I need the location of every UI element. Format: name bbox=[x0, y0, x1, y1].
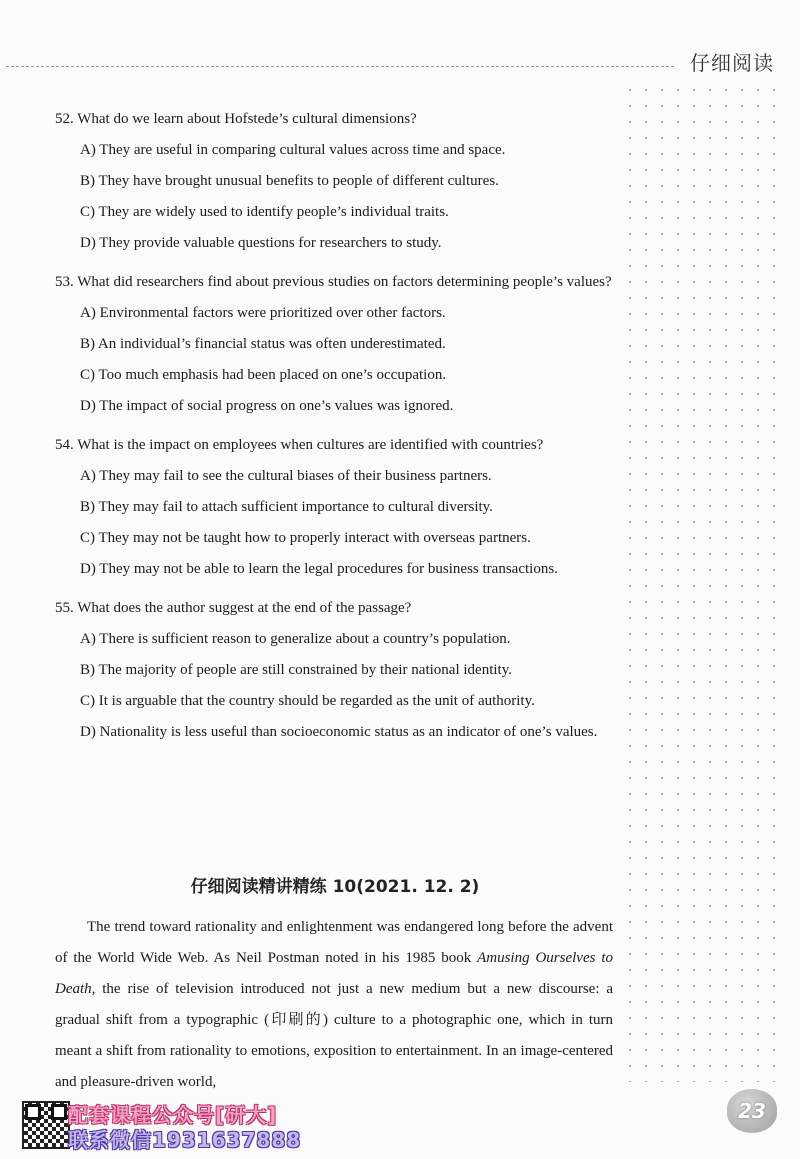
section-header-title: 仔细阅读 bbox=[690, 51, 774, 75]
option-c: C) They may not be taught how to properly interact with overseas partners. bbox=[80, 530, 531, 546]
option-c: C) Too much emphasis had been placed on one’s occupation. bbox=[80, 367, 447, 383]
question-53 bbox=[55, 267, 615, 422]
question-54 bbox=[55, 430, 615, 585]
passage-paragraph bbox=[55, 912, 613, 1098]
option-a: A) Environmental factors were prioritized over other factors. bbox=[80, 305, 446, 321]
reading-passage bbox=[55, 912, 613, 1098]
option-b: B) An individual’s financial status was often underestimated. bbox=[80, 336, 446, 352]
qr-code-image bbox=[22, 1101, 70, 1149]
option-d: D) The impact of social progress on one’s values was ignored. bbox=[80, 398, 454, 414]
book-title: Amusing Ourselves to Death bbox=[55, 950, 613, 997]
option-b: B) They may fail to attach sufficient importance to cultural diversity. bbox=[80, 499, 493, 515]
passage-title: 仔细阅读精讲精练 10(2021. 12. 2) bbox=[190, 877, 480, 897]
passage-text-after-book: , the rise of television introduced not just a new medium but a new discourse: a gradual shift from a typographic (印刷的) culture to a photographic one, which in turn meant a shift from rationality to emotions, exposition to entertainment. In an image-centered and pleasure-driven world, bbox=[55, 981, 613, 1090]
option-d: D) They provide valuable questions for researchers to study. bbox=[80, 235, 442, 251]
notes-dot-grid bbox=[622, 82, 780, 1082]
option-d: D) They may not be able to learn the legal procedures for business transactions. bbox=[80, 561, 558, 577]
page-number-badge bbox=[727, 1089, 777, 1133]
passage-text-before-book: The trend toward rationality and enlightenment was endangered long before the advent of the World Wide Web. As Neil Postman noted in his 1985 book bbox=[55, 919, 613, 966]
option-a: A) They may fail to see the cultural biases of their business partners. bbox=[80, 468, 492, 484]
header-divider bbox=[6, 66, 674, 67]
option-a: A) They are useful in comparing cultural values across time and space. bbox=[80, 142, 506, 158]
page-number: 23 bbox=[738, 1099, 766, 1123]
option-c: C) It is arguable that the country should be regarded as the unit of authority. bbox=[80, 693, 535, 709]
question-stem: 55. What does the author suggest at the end of the passage? bbox=[55, 600, 412, 616]
watermark-contact-wechat: 联系微信1931637888 bbox=[68, 1128, 302, 1152]
option-a: A) There is sufficient reason to generalize about a country’s population. bbox=[80, 631, 511, 647]
watermark-course-account: 配套课程公众号[研大] bbox=[68, 1103, 278, 1127]
option-d: D) Nationality is less useful than socioeconomic status as an indicator of one’s values. bbox=[80, 724, 598, 740]
question-stem: 54. What is the impact on employees when cultures are identified with countries? bbox=[55, 437, 544, 453]
option-b: B) The majority of people are still constrained by their national identity. bbox=[80, 662, 512, 678]
option-b: B) They have brought unusual benefits to people of different cultures. bbox=[80, 173, 499, 189]
question-stem: 53. What did researchers find about previous studies on factors determining people’s values? bbox=[55, 274, 612, 290]
question-52 bbox=[55, 104, 615, 259]
question-stem: 52. What do we learn about Hofstede’s cultural dimensions? bbox=[55, 111, 417, 127]
question-list bbox=[55, 104, 615, 756]
option-c: C) They are widely used to identify people’s individual traits. bbox=[80, 204, 449, 220]
question-55 bbox=[55, 593, 615, 748]
